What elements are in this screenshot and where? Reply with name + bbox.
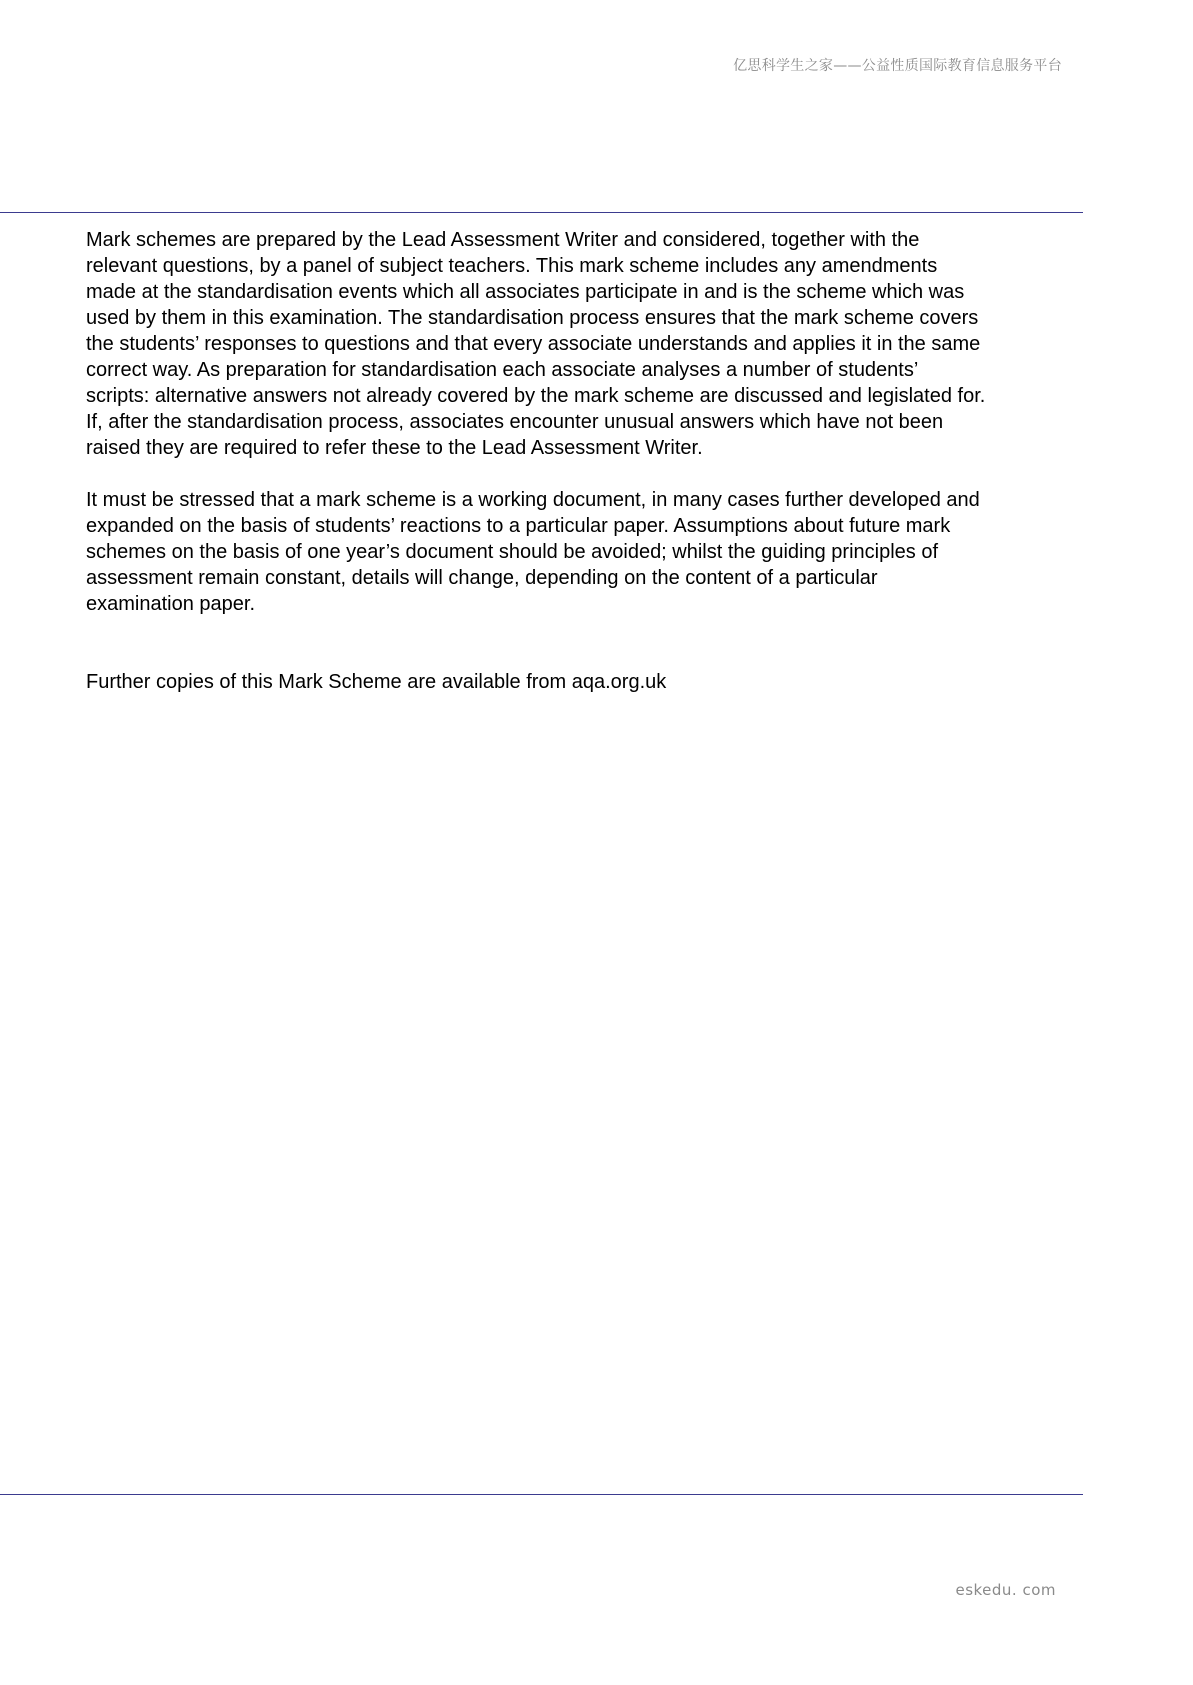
footer-watermark: eskedu. com [955, 1581, 1056, 1599]
bottom-divider [0, 1494, 1083, 1495]
paragraph-working-document: It must be stressed that a mark scheme is a working document, in many cases further developed and expanded on the basis of students’ reactions to a particular paper. Assumptions about future mark schemes on the basis of one year’s document should be avoided; whilst the guiding principles of assessment remain constant, details will change, depending on the content of a particular examination paper. [86, 489, 980, 615]
paragraph-preparation: Mark schemes are prepared by the Lead Assessment Writer and considered, together with the relevant questions, by a panel of subject teachers. This mark scheme includes any amendments made at the standardisation events which all associates participate in and is the scheme which was used by them in this examination. The standardisation process ensures that the mark scheme covers the students’ responses to questions and that every associate understands and applies it in the same correct way. As preparation for standardisation each associate analyses a number of students’ scripts: alternative answers not already covered by the mark scheme are discussed and legislated for. If, after the standardisation process, associates encounter unusual answers which have not been raised they are required to refer these to the Lead Assessment Writer. [86, 229, 986, 459]
header-watermark: 亿思科学生之家——公益性质国际教育信息服务平台 [733, 58, 1062, 74]
top-divider [0, 212, 1083, 213]
further-copies-note: Further copies of this Mark Scheme are available from aqa.org.uk [86, 671, 667, 693]
document-body [86, 227, 1086, 721]
